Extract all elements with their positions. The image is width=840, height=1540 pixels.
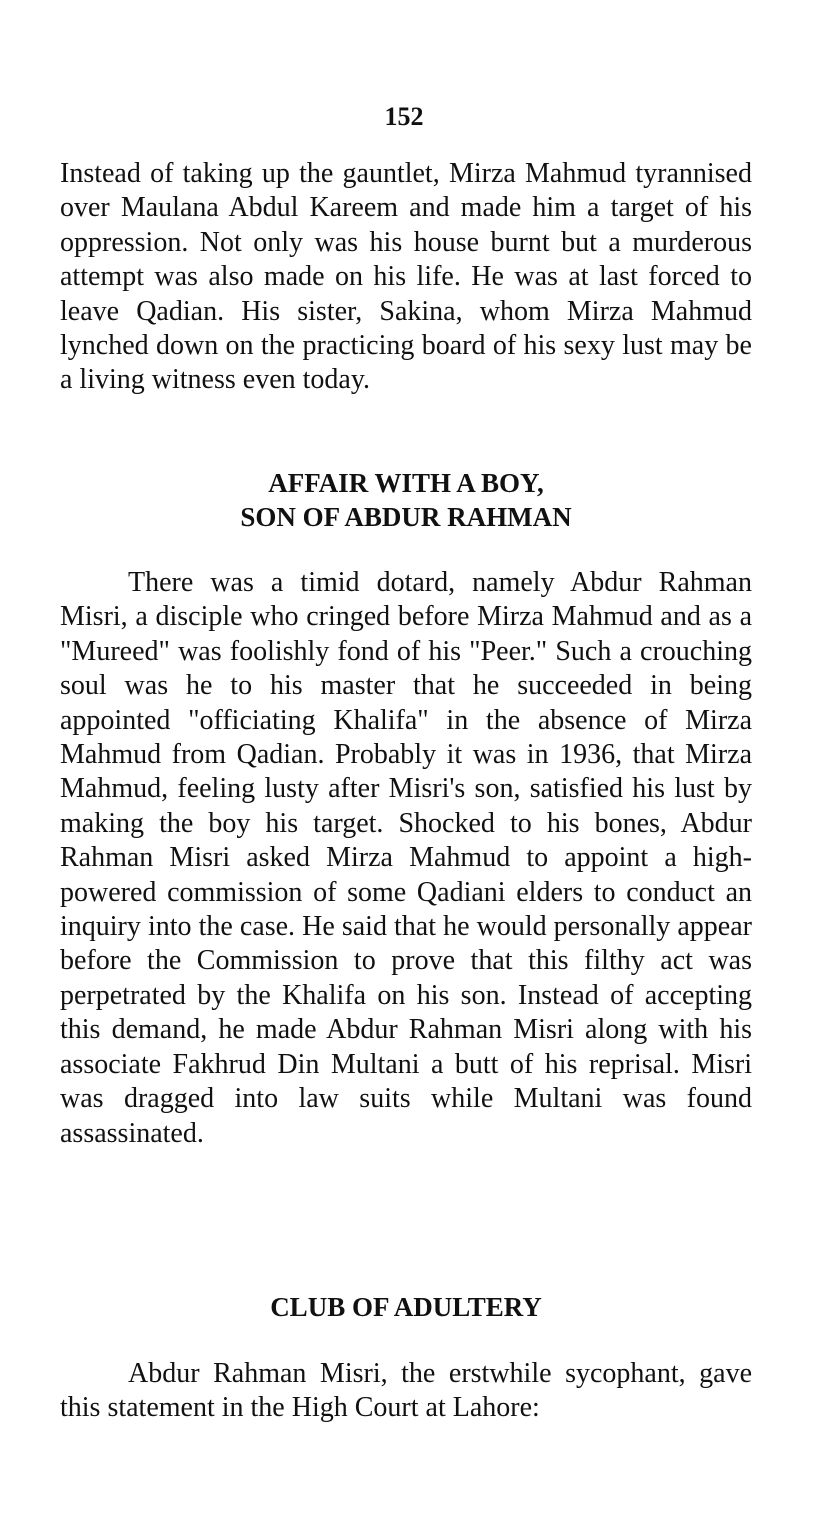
section-heading-affair (60, 466, 752, 534)
section-heading-affair-line-1: AFFAIR WITH A BOY, (268, 468, 544, 498)
paragraph-club: Abdur Rahman Misri, the erstwhile sycophant, gave this statement in the High Court at Lahore: (60, 1358, 752, 1424)
section-heading-club: CLUB OF ADULTERY (270, 1292, 542, 1322)
paragraph-affair: There was a timid dotard, namely Abdur Rahman Misri, a disciple who cringed before Mirza Mahmud and as a "Mureed" was foolishly fond of his "Peer." Such a crouching soul was he to his master that he succeeded in being appointed "officiating Khalifa" in the absence of Mirza Mahmud from Qadian. Probably it was in 1936, that Mirza Mahmud, feeling lusty after Misri's son, satisfied his lust by making the boy his target. Shocked to his bones, Abdur Rahman Misri asked Mirza Mahmud to appoint a high-powered commission of some Qadiani elders to conduct an inquiry into the case. He said that he would personally appear before the Commission to prove that this filthy act was perpetrated by the Khalifa on his son. Instead of accepting this demand, he made Abdur Rahman Misri along with his associate Fakhrud Din Multani a butt of his reprisal. Misri was dragged into law suits while Multani was found assassinated. (60, 567, 752, 1149)
paragraph-intro: Instead of taking up the gauntlet, Mirza Mahmud tyrannised over Maulana Abdul Kareem and made him a target of his oppression. Not only was his house burnt but a murderous attempt was also made on his life. He was at last forced to leave Qadian. His sister, Sakina, whom Mirza Mahmud lynched down on the practicing board of his sexy lust may be a living witness even today. (60, 158, 752, 396)
page-number: 152 (384, 102, 424, 131)
section-heading-affair-line-2: SON OF ABDUR RAHMAN (240, 502, 572, 532)
